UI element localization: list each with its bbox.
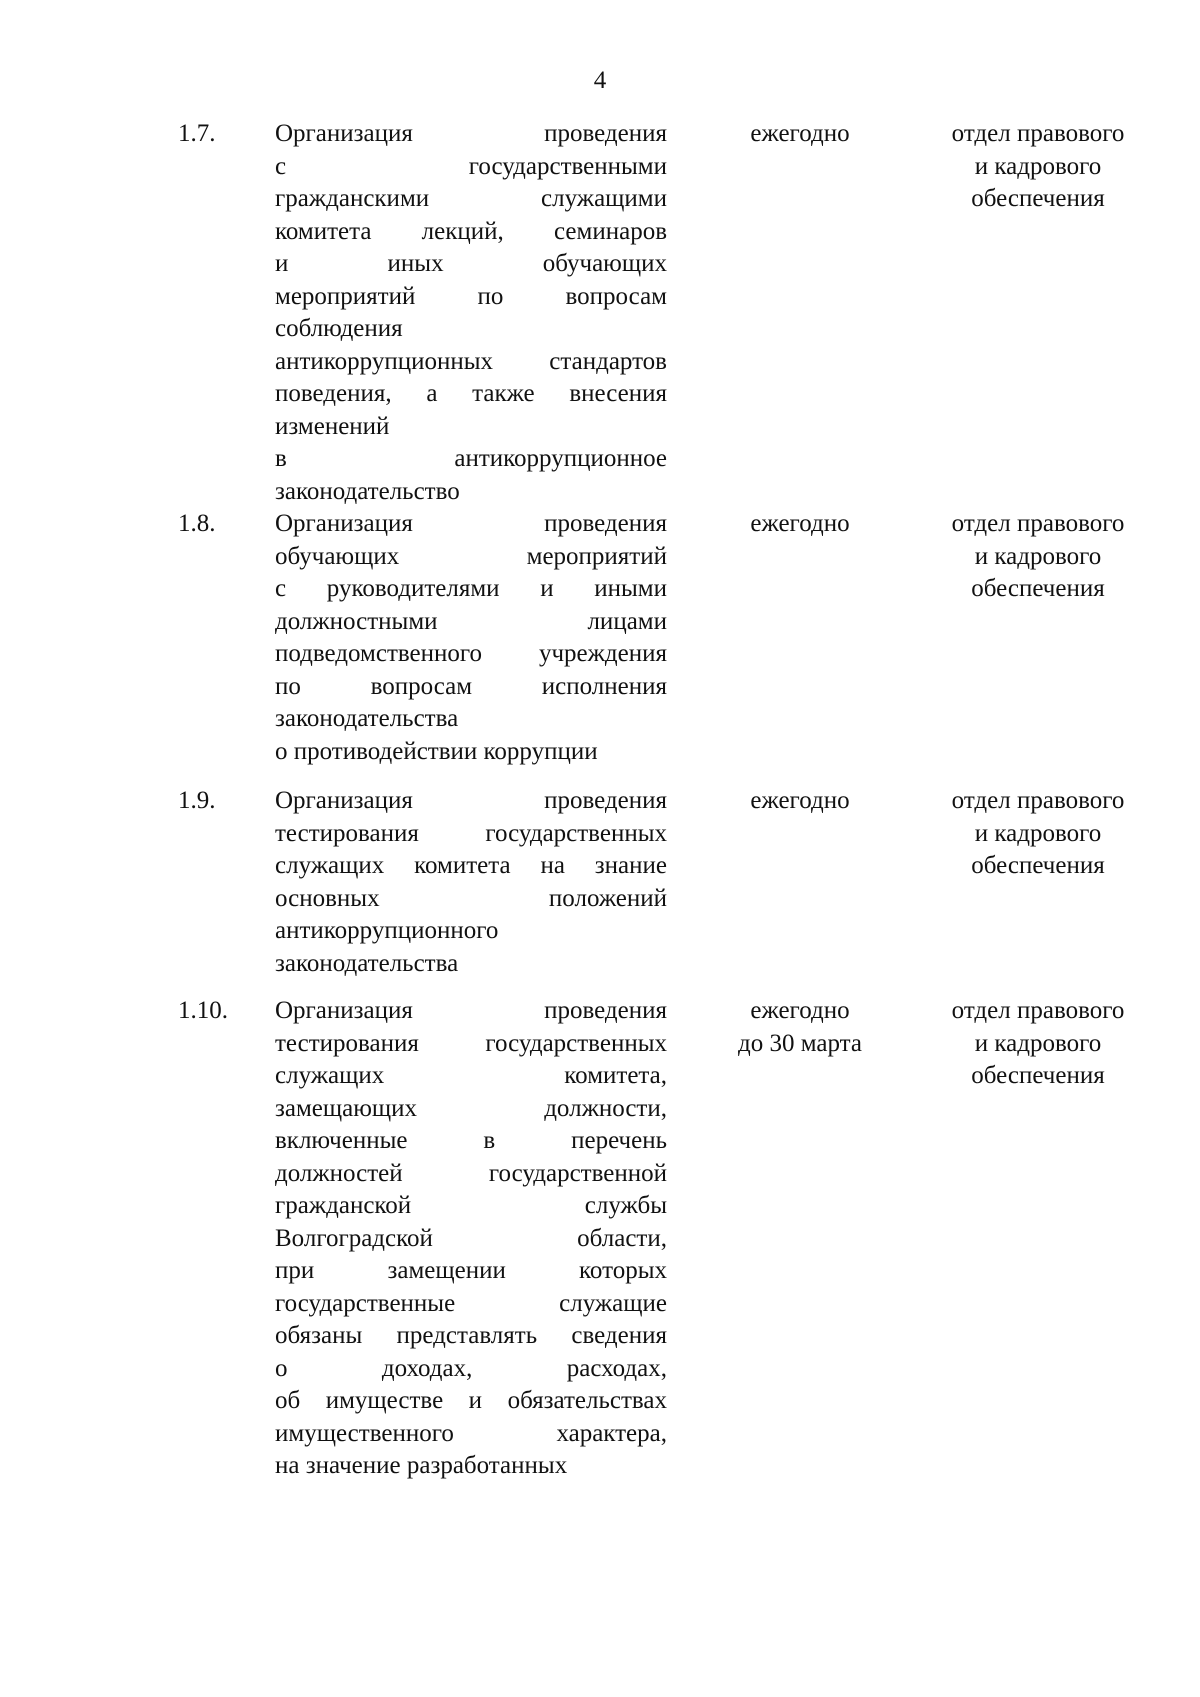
text-line: на значение разработанных <box>275 1452 568 1479</box>
text-line: о противодействии коррупции <box>275 737 598 765</box>
item-term <box>712 785 888 818</box>
text-line: с руководителями и иными <box>275 575 667 602</box>
item-text <box>275 785 667 980</box>
text-line: поведения, а также внесения <box>275 380 667 407</box>
text-line: обеспечения <box>971 185 1105 212</box>
text-line: гражданскими служащими <box>275 185 667 212</box>
text-line: имущественного характера, <box>275 1419 667 1447</box>
text-line: Организация проведения <box>275 787 667 814</box>
item-responsible <box>938 785 1138 883</box>
item-text <box>275 995 667 1483</box>
item-responsible <box>938 995 1138 1093</box>
item-number: 1.7. <box>178 120 216 147</box>
text-line: изменений <box>275 412 390 440</box>
text-line: мероприятий по вопросам <box>275 282 667 310</box>
text-line: Организация проведения <box>275 997 667 1024</box>
text-line: обеспечения <box>971 1062 1105 1089</box>
text-line: ежегодно <box>750 997 850 1024</box>
text-line: служащих комитета, <box>275 1062 667 1089</box>
item-responsible <box>938 118 1138 216</box>
text-line: основных положений <box>275 884 667 912</box>
text-line: обеспечения <box>971 575 1105 602</box>
text-line: тестирования государственных <box>275 819 667 847</box>
text-line: и иных обучающих <box>275 250 667 277</box>
text-line: отдел правового <box>951 997 1125 1024</box>
text-line: и кадрового <box>974 152 1102 180</box>
text-line: об имуществе и обязательствах <box>275 1387 667 1414</box>
text-line: и кадрового <box>974 819 1102 847</box>
text-line: Организация проведения <box>275 120 667 147</box>
text-line: тестирования государственных <box>275 1029 667 1057</box>
text-line: замещающих должности, <box>275 1094 667 1122</box>
text-line: обеспечения <box>971 852 1105 879</box>
text-line: в антикоррупционное <box>275 445 667 472</box>
item-text <box>275 118 667 508</box>
text-line: отдел правового <box>951 120 1125 147</box>
text-line: комитета лекций, семинаров <box>275 217 667 245</box>
page-number: 4 <box>593 67 607 94</box>
item-number: 1.10. <box>178 997 228 1024</box>
text-line: антикоррупционного <box>275 917 499 944</box>
text-line: ежегодно <box>750 510 850 537</box>
text-line: подведомственного учреждения <box>275 640 667 667</box>
text-line: законодательства <box>275 949 459 977</box>
text-line: гражданской службы <box>275 1192 667 1219</box>
text-line: включенные в перечень <box>275 1127 667 1154</box>
text-line: должностными лицами <box>275 607 667 635</box>
item-responsible <box>938 508 1138 606</box>
text-line: ежегодно <box>750 787 850 814</box>
text-line: и кадрового <box>974 542 1102 570</box>
text-line: антикоррупционных стандартов <box>275 347 667 375</box>
item-number: 1.9. <box>178 787 216 814</box>
text-line: Волгоградской области, <box>275 1224 667 1252</box>
item-text <box>275 508 667 768</box>
text-line: и кадрового <box>974 1029 1102 1057</box>
text-line: до 30 марта <box>738 1029 862 1057</box>
text-line: обучающих мероприятий <box>275 542 667 570</box>
text-line: ежегодно <box>750 120 850 147</box>
text-line: Организация проведения <box>275 510 667 537</box>
text-line: при замещении которых <box>275 1257 667 1284</box>
text-line: служащих комитета на знание <box>275 852 667 879</box>
text-line: о доходах, расходах, <box>275 1354 667 1382</box>
text-line: обязаны представлять сведения <box>275 1322 667 1349</box>
text-line: отдел правового <box>951 787 1125 814</box>
item-term <box>712 995 888 1060</box>
text-line: по вопросам исполнения <box>275 672 667 700</box>
item-term <box>712 118 888 151</box>
text-line: государственные служащие <box>275 1289 667 1317</box>
item-number: 1.8. <box>178 510 216 537</box>
text-line: отдел правового <box>951 510 1125 537</box>
text-line: соблюдения <box>275 315 403 342</box>
item-term <box>712 508 888 541</box>
text-line: законодательства <box>275 705 459 732</box>
text-line: должностей государственной <box>275 1159 667 1187</box>
text-line: законодательство <box>275 477 460 505</box>
text-line: с государственными <box>275 152 667 180</box>
